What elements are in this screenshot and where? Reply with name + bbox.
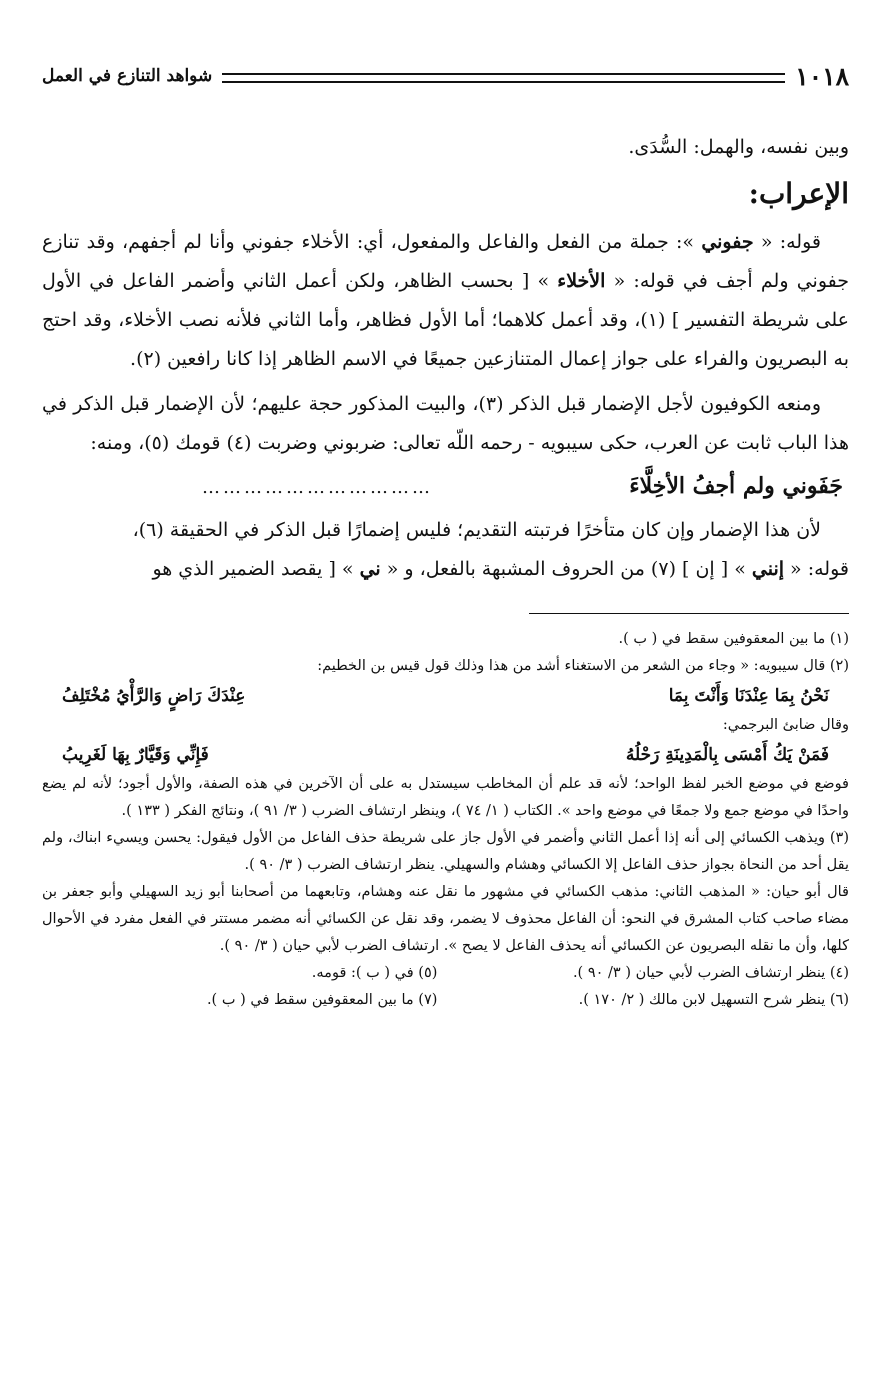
running-title: شواهد التنازع في العمل xyxy=(42,66,213,86)
footnote-7: (٧) ما بين المعقوفين سقط في ( ب ). xyxy=(206,992,438,1008)
text-run: » [ بحسب الظاهر، ولكن أعمل الثاني وأضمر الفاعل في الأول على شريطة التفسير ] (١)، وقد أعمل كلاهما؛ أما الأول فظاهر، وأما الثاني فلأنه نصب الأخلاء، وقد احتج به البصريون والفراء على جواز إعمال المتنازعين جميعًا في الاسم الظاهر إذا كانا رافعين (٢). xyxy=(42,270,849,370)
poem-verse-1 xyxy=(42,680,849,712)
footnotes-6-7 xyxy=(42,987,849,1014)
footnote-3: (٣) ويذهب الكسائي إلى أنه إذا أعمل الثاني وأضمر في الأول جاز على شريطة حذف الفاعل من الأول فيقول: يحسن ويسيء ابناك، ولم يقل أحد من النحاة بجواز حذف الفاعل إلا الكسائي وهشام والسهيلي. ينظر ارتشاف الضرب ( ٣/ ٩٠ ). xyxy=(42,830,849,873)
footnote-separator xyxy=(529,613,849,614)
paragraph-1 xyxy=(42,223,849,379)
paragraph-4 xyxy=(42,550,849,589)
running-header xyxy=(42,58,849,94)
term-innani: إنني xyxy=(751,558,785,580)
footnotes xyxy=(42,626,849,1014)
footnote-4: (٤) ينظر ارتشاف الضرب لأبي حيان ( ٣/ ٩٠ ). xyxy=(572,965,849,981)
footnote-2-continued: وقال ضابئ البرجمي: xyxy=(722,717,849,733)
verse-ellipsis: …………………………… xyxy=(202,477,433,498)
text-run: »: جملة من الفعل والفاعل والمفعول، أي: الأخلاء جفوني وأنا لم أجفهم، وقد تنازع جفوني ولم أجف في قوله: « xyxy=(42,231,849,292)
term-ni: ني xyxy=(359,558,381,580)
main-text xyxy=(42,128,849,589)
footnote-5: (٥) في ( ب ): قومه. xyxy=(311,965,438,981)
verse-citation xyxy=(42,463,849,511)
text-run: قوله: « xyxy=(753,231,821,253)
header-double-rule xyxy=(222,73,785,83)
footnote-1: (١) ما بين المعقوفين سقط في ( ب ). xyxy=(618,631,849,647)
hemistich-first: فَمَنْ يَكُ أَمْسَى بِالْمَدِينَةِ رَحْلُهُ xyxy=(625,745,829,765)
term-jafuni: جفوني xyxy=(701,231,754,253)
footnote-2: (٢) قال سيبويه: « وجاء من الشعر من الاستغناء أشد من هذا وذلك قول قيس بن الخطيم: xyxy=(317,658,849,674)
hemistich-second: عِنْدَكَ رَاضٍ وَالرَّأْيُ مُخْتَلِفُ xyxy=(62,686,246,706)
paragraph-continuation: وبين نفسه، والهمل: السُّدَى. xyxy=(628,136,849,158)
poem-verse-2 xyxy=(42,739,849,771)
paragraph-3: لأن هذا الإضمار وإن كان متأخرًا فرتبته التقديم؛ فليس إضمارًا قبل الذكر في الحقيقة (٦)، xyxy=(132,519,821,541)
text-run: قوله: « xyxy=(784,558,849,580)
page-number: ١٠١٨ xyxy=(795,61,849,91)
section-heading: الإعراب: xyxy=(748,177,849,210)
hemistich-first: نَحْنُ بِمَا عِنْدَنَا وَأَنْتَ بِمَا xyxy=(668,686,829,706)
term-akhilla: الأخلاء xyxy=(557,270,606,292)
verse-text: جَفَوني ولم أجفُ الأخِلَّاءَ xyxy=(629,473,843,499)
footnote-6: (٦) ينظر شرح التسهيل لابن مالك ( ٢/ ١٧٠ ). xyxy=(578,992,849,1008)
book-page xyxy=(42,58,849,1014)
text-run: » [ يقصد الضمير الذي هو xyxy=(152,558,360,580)
footnote-3-continued: قال أبو حيان: « المذهب الثاني: مذهب الكسائي في مشهور ما نقل عنه وهشام، وتابعهما من أصحابنا أبو زيد السهيلي وأبو جعفر بن مضاء صاحب كتاب المشرق في النحو: أن الفاعل محذوف لا يضمر، وقد نقل عن الكسائي أنه مضمر مستتر في الفعل مفرد في الأحوال كلها، وأن ما نقله البصريون عن الكسائي أنه يحذف الفاعل لا يصح ». ارتشاف الضرب لأبي حيان ( ٣/ ٩٠ ). xyxy=(42,884,849,954)
text-run: » [ إن ] (٧) من الحروف المشبهة بالفعل، و « xyxy=(380,558,752,580)
hemistich-second: فَإِنِّي وَقَيَّارٌ بِهَا لَغَرِيبُ xyxy=(62,745,209,765)
footnotes-4-5 xyxy=(42,960,849,987)
footnote-2-end: فوضع في موضع الخبر لفظ الواحد؛ لأنه قد علم أن المخاطب سيستدل به على أن الآخرين في هذه الصفة، والأول أجود؛ لأنه لم يضع واحدًا في موضع جمع ولا جمعًا في موضع واحد ». الكتاب ( ١/ ٧٤ )، وينظر ارتشاف الضرب ( ٣/ ٩١ )، ونتائج الفكر ( ١٣٣ ). xyxy=(42,776,849,819)
paragraph-2: ومنعه الكوفيون لأجل الإضمار قبل الذكر (٣)، والبيت المذكور حجة عليهم؛ لأن الإضمار قبل الذكر في هذا الباب ثابت عن العرب، حكى سيبويه - رحمه اللّه تعالى: ضربوني وضربت (٤) قومك (٥)، ومنه: xyxy=(42,393,849,454)
